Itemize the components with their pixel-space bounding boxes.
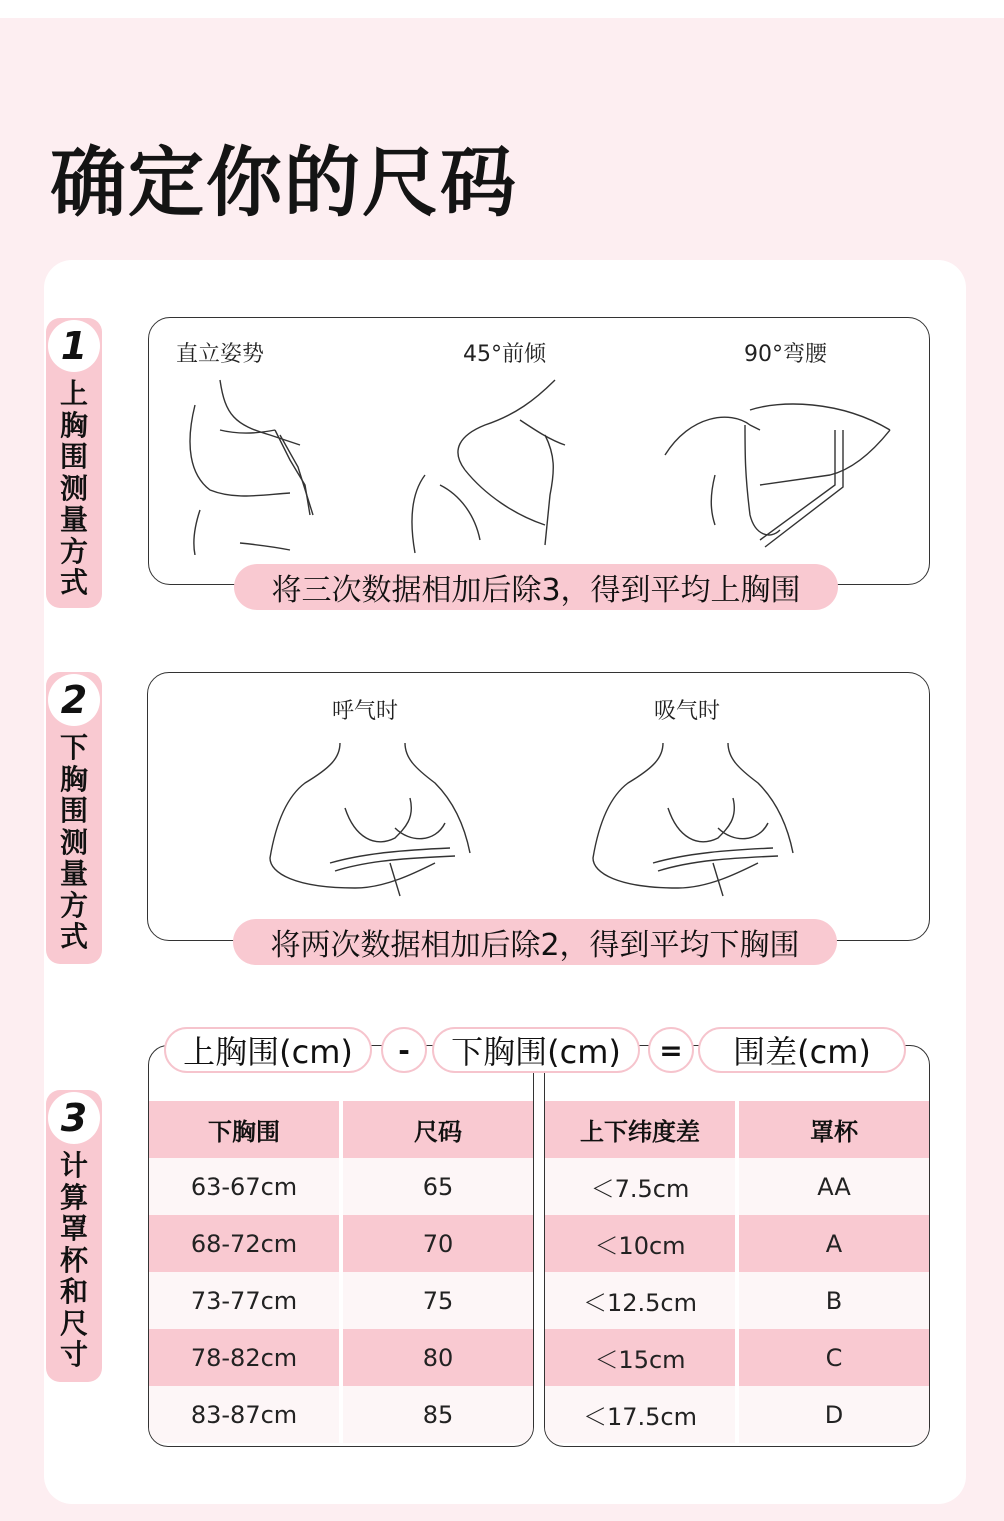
table-row	[545, 1272, 929, 1329]
table-cell: C	[739, 1329, 929, 1386]
table-cell: ＜10cm	[545, 1215, 735, 1272]
table-cell: 68-72cm	[149, 1215, 339, 1272]
figure-caption-bend-90: 90°弯腰	[744, 342, 827, 367]
table-row	[149, 1386, 533, 1443]
step-label: 计算罩杯和尺寸	[59, 1149, 88, 1371]
table-header-row	[545, 1101, 929, 1158]
step-label: 下胸围测量方式	[59, 731, 88, 953]
exhale-measure-illustration	[265, 738, 475, 898]
formula-equals-sign: =	[648, 1027, 694, 1073]
table-cell: ＜12.5cm	[545, 1272, 735, 1329]
table-cell: D	[739, 1386, 929, 1443]
top-strip	[0, 0, 1004, 18]
table-row	[149, 1272, 533, 1329]
table-cell: 85	[343, 1386, 533, 1443]
table-row	[149, 1158, 533, 1215]
inhale-measure-illustration	[588, 738, 798, 898]
table-row	[149, 1329, 533, 1386]
figure-caption-lean-45: 45°前倾	[463, 342, 546, 367]
figure-caption-inhale: 吸气时	[654, 699, 721, 724]
table-cell: ＜17.5cm	[545, 1386, 735, 1443]
table-cell: AA	[739, 1158, 929, 1215]
cup-size-table	[544, 1045, 930, 1447]
step-tab-under-bust	[46, 672, 102, 964]
table-row	[545, 1215, 929, 1272]
table-row	[545, 1329, 929, 1386]
under-bust-average-note: 将两次数据相加后除2，得到平均下胸围	[233, 919, 837, 965]
lean-45-measure-illustration	[405, 375, 585, 555]
bend-90-measure-illustration	[660, 395, 900, 555]
formula-under-bust: 下胸围(cm)	[432, 1027, 640, 1073]
table-cell: 78-82cm	[149, 1329, 339, 1386]
table-header-row	[149, 1101, 533, 1158]
upper-bust-average-note: 将三次数据相加后除3，得到平均上胸围	[234, 564, 838, 610]
standing-measure-illustration	[180, 375, 330, 555]
figure-caption-standing: 直立姿势	[176, 342, 265, 367]
table-cell: B	[739, 1272, 929, 1329]
table-header-cell: 上下纬度差	[545, 1101, 735, 1158]
formula-minus-sign: -	[381, 1027, 427, 1073]
formula-upper-bust: 上胸围(cm)	[164, 1027, 372, 1073]
table-cell: ＜7.5cm	[545, 1158, 735, 1215]
table-cell: 73-77cm	[149, 1272, 339, 1329]
page-title: 确定你的尺码	[50, 138, 518, 227]
table-cell: 65	[343, 1158, 533, 1215]
table-cell: A	[739, 1215, 929, 1272]
table-row	[149, 1215, 533, 1272]
table-cell: 75	[343, 1272, 533, 1329]
step-tab-upper-bust	[46, 318, 102, 608]
table-cell: 70	[343, 1215, 533, 1272]
table-cell: 63-67cm	[149, 1158, 339, 1215]
table-row	[545, 1386, 929, 1443]
formula-difference: 围差(cm)	[698, 1027, 906, 1073]
table-header-cell: 下胸围	[149, 1101, 339, 1158]
table-row	[545, 1158, 929, 1215]
table-cell: ＜15cm	[545, 1329, 735, 1386]
table-header-cell: 罩杯	[739, 1101, 929, 1158]
band-size-table	[148, 1045, 534, 1447]
step-number: 3	[48, 1092, 100, 1144]
table-header-cell: 尺码	[343, 1101, 533, 1158]
figure-caption-exhale: 呼气时	[332, 699, 399, 724]
table-cell: 83-87cm	[149, 1386, 339, 1443]
step-tab-calculate	[46, 1090, 102, 1382]
step-number: 2	[48, 674, 100, 726]
step-label: 上胸围测量方式	[59, 377, 88, 599]
table-cell: 80	[343, 1329, 533, 1386]
step-number: 1	[48, 320, 100, 372]
